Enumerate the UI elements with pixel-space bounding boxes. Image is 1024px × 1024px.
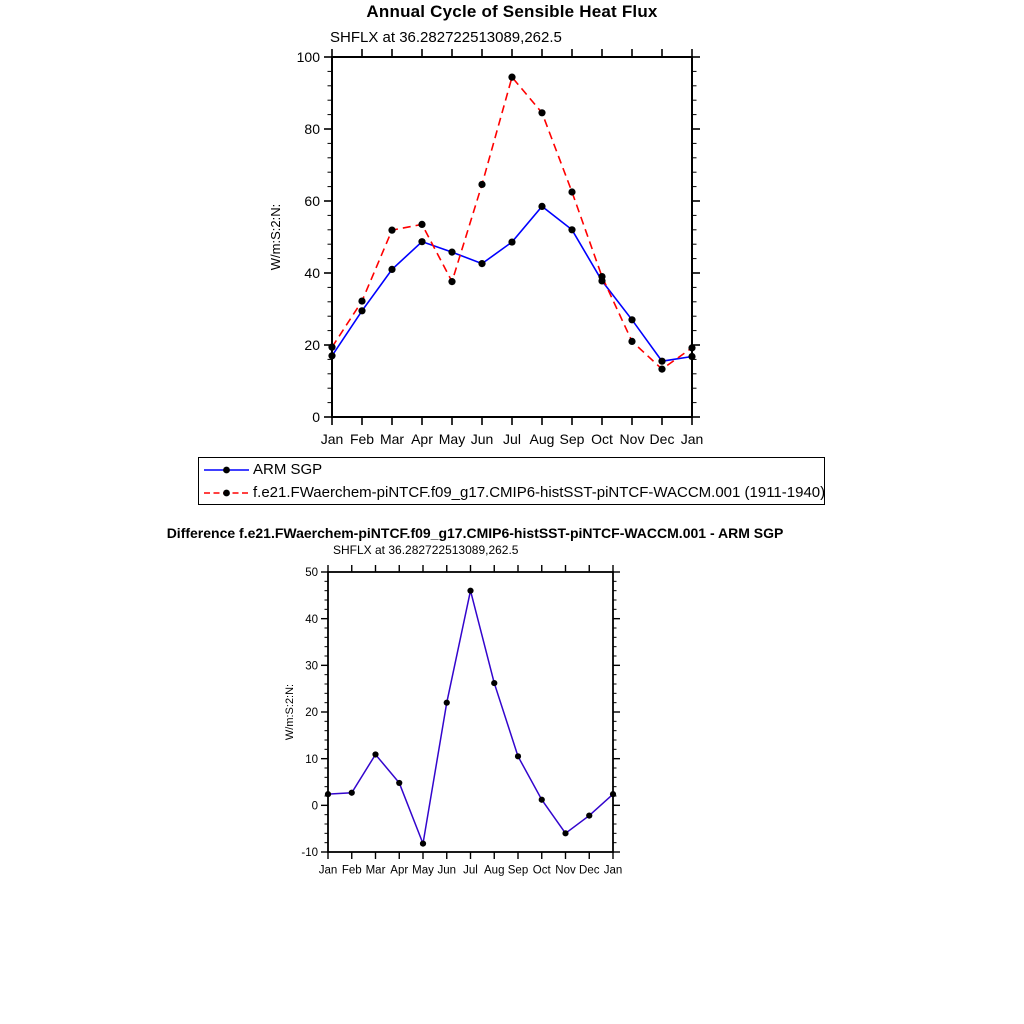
data-point [358, 307, 365, 314]
data-point [388, 227, 395, 234]
data-point [688, 353, 695, 360]
data-point [448, 278, 455, 285]
data-point [508, 238, 515, 245]
data-point [372, 751, 378, 757]
data-point [478, 260, 485, 267]
y-axis-tick-label: 20 [305, 707, 318, 720]
difference-chart-canvas [240, 558, 660, 888]
data-point [562, 830, 568, 836]
x-axis-tick-label: Jun [437, 864, 457, 877]
x-axis-tick-label: Apr [411, 431, 433, 448]
data-point [444, 700, 450, 706]
x-axis-tick-label: Jan [680, 431, 704, 448]
data-point [396, 780, 402, 786]
legend-item-arm-sgp [203, 459, 824, 481]
data-point [538, 203, 545, 210]
x-axis-tick-label: Oct [591, 431, 613, 448]
y-axis-title: W/m:S:2:N: [284, 683, 296, 741]
data-point [325, 791, 331, 797]
data-point [349, 790, 355, 796]
x-axis-tick-label: Aug [529, 431, 555, 448]
series-line-difference [328, 591, 613, 844]
y-axis-tick-label: 50 [305, 567, 318, 580]
difference-chart-title: Difference f.e21.FWaerchem-piNTCF.f09_g17.CMIP6-histSST-piNTCF-WACCM.001 - ARM SGP [166, 525, 784, 541]
data-point [598, 273, 605, 280]
data-point [539, 797, 545, 803]
legend-label-arm-sgp: ARM SGP [253, 461, 323, 478]
y-axis-tick-label: 0 [311, 800, 318, 813]
x-axis-tick-label: Jun [470, 431, 494, 448]
data-point [328, 352, 335, 359]
data-point [628, 338, 635, 345]
legend-marker-solid-line-icon [203, 464, 250, 476]
data-point [610, 791, 616, 797]
x-axis-tick-label: Feb [349, 431, 375, 448]
y-axis-title: W/m:S:2:N: [268, 203, 283, 271]
x-axis-tick-label: Jan [318, 864, 338, 877]
data-point [420, 841, 426, 847]
data-point [658, 366, 665, 373]
data-point [515, 753, 521, 759]
y-axis-tick-label: 40 [305, 613, 318, 626]
x-axis-tick-label: Jul [503, 431, 521, 448]
data-point [328, 344, 335, 351]
x-axis-tick-label: Sep [507, 864, 529, 877]
y-axis-tick-label: 40 [304, 265, 320, 282]
y-axis-tick-label: 10 [305, 753, 318, 766]
legend-label-model: f.e21.FWaerchem-piNTCF.f09_g17.CMIP6-histSST-piNTCF-WACCM.001 (1911-1940) [253, 484, 826, 501]
y-axis-tick-label: 30 [305, 660, 318, 673]
data-point [568, 226, 575, 233]
data-point [418, 221, 425, 228]
data-point [586, 813, 592, 819]
x-axis-tick-label: Jan [320, 431, 344, 448]
x-axis-tick-label: Nov [555, 864, 576, 877]
data-point [658, 358, 665, 365]
data-point [467, 588, 473, 594]
x-axis-tick-label: Sep [559, 431, 585, 448]
x-axis-tick-label: May [438, 431, 466, 448]
top-chart-title: Annual Cycle of Sensible Heat Flux [366, 2, 658, 21]
legend-marker-dashed-line-icon [203, 487, 250, 499]
y-axis-tick-label: 80 [304, 121, 320, 138]
x-axis-tick-label: Oct [532, 864, 551, 877]
plot-frame [328, 572, 613, 852]
data-point [508, 74, 515, 81]
y-axis-tick-label: 60 [304, 193, 320, 210]
top-chart-subtitle: SHFLX at 36.282722513089,262.5 [330, 29, 562, 46]
series-line-f-e21-fwaerchem-pintcf-f09-g17 [332, 77, 692, 369]
x-axis-tick-label: Dec [579, 864, 600, 877]
data-point [688, 344, 695, 351]
y-axis-tick-label: 100 [296, 49, 320, 66]
legend-item-model [203, 482, 824, 504]
plot-frame [332, 57, 692, 417]
x-axis-tick-label: May [412, 864, 434, 877]
x-axis-tick-label: Mar [379, 431, 405, 448]
legend-dot [223, 466, 230, 473]
x-axis-tick-label: Jan [603, 864, 623, 877]
legend [198, 457, 825, 505]
top-chart-canvas [240, 30, 740, 450]
x-axis-tick-label: Feb [341, 864, 362, 877]
x-axis-tick-label: Apr [390, 864, 409, 877]
data-point [358, 297, 365, 304]
difference-chart-subtitle: SHFLX at 36.282722513089,262.5 [333, 543, 519, 557]
y-axis-tick-label: -10 [301, 847, 318, 860]
x-axis-tick-label: Nov [619, 431, 645, 448]
x-axis-tick-label: Jul [463, 864, 478, 877]
data-point [418, 238, 425, 245]
x-axis-tick-label: Aug [484, 864, 505, 877]
legend-dot [223, 489, 230, 496]
x-axis-tick-label: Mar [365, 864, 386, 877]
data-point [388, 266, 395, 273]
data-point [448, 249, 455, 256]
x-axis-tick-label: Dec [649, 431, 675, 448]
data-point [538, 109, 545, 116]
data-point [628, 316, 635, 323]
data-point [568, 188, 575, 195]
series-line-arm-sgp [332, 206, 692, 361]
y-axis-tick-label: 0 [312, 409, 320, 426]
y-axis-tick-label: 20 [304, 337, 320, 354]
data-point [478, 181, 485, 188]
data-point [491, 680, 497, 686]
